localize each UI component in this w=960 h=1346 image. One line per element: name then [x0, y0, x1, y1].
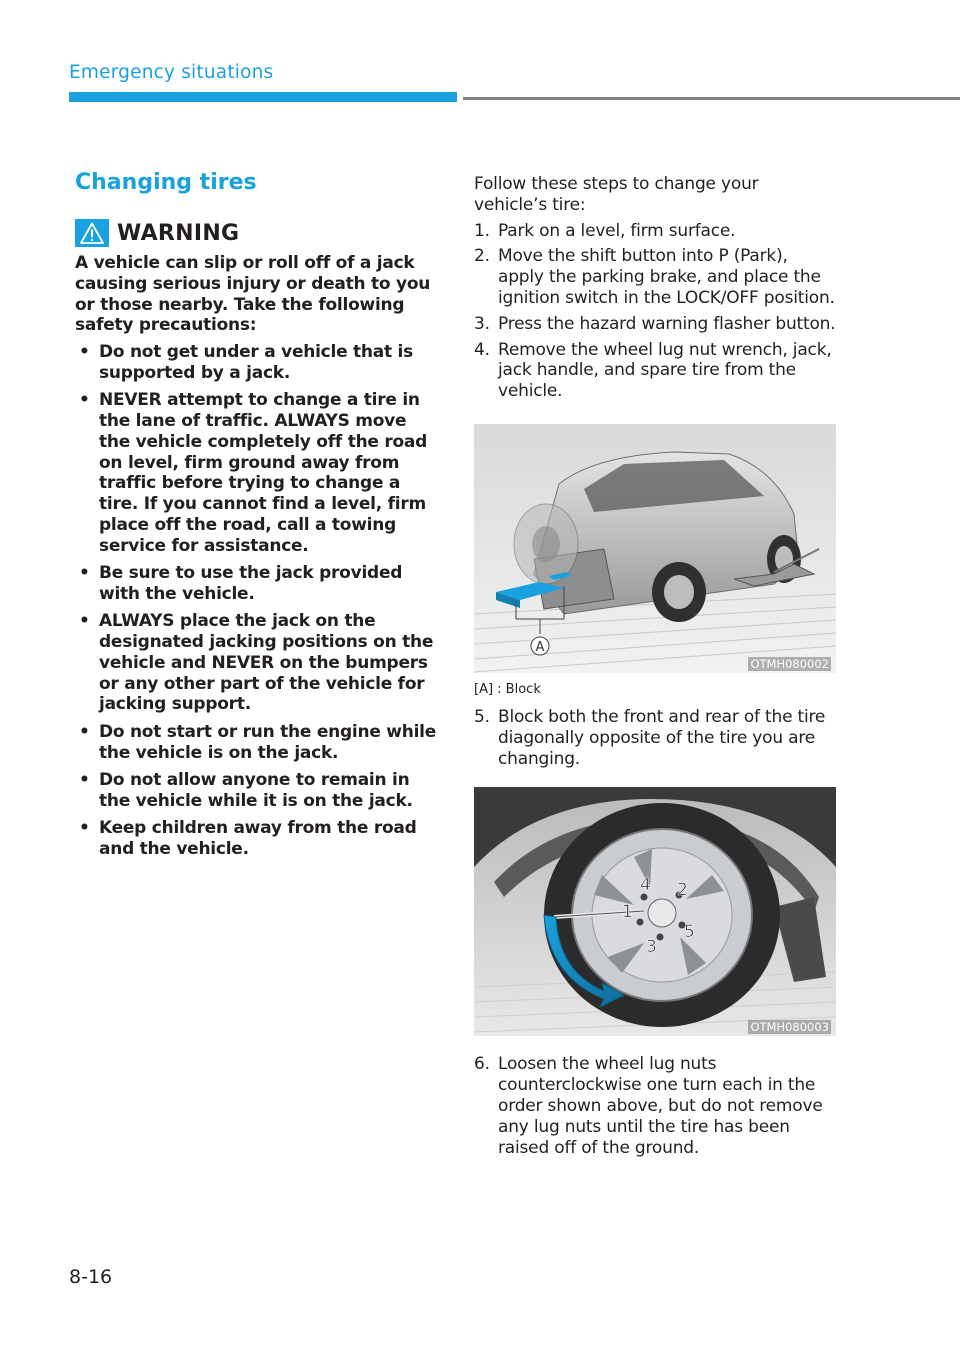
step-item — [474, 221, 836, 242]
page-number: 8-16 — [69, 1266, 113, 1288]
step-number: 5. — [474, 706, 490, 727]
vehicle-jack-illustration — [474, 424, 836, 673]
lug-nut-label-2: 2 — [677, 880, 688, 901]
lug-nut-illustration — [474, 787, 836, 1036]
lug-nut-label-5: 5 — [684, 922, 695, 943]
page-heading: Changing tires — [75, 170, 257, 195]
warning-icon — [75, 219, 109, 247]
step-number: 2. — [474, 246, 490, 267]
step-text: Move the shift button into P (Park), apply the parking brake, and place the ignition switch in the LOCK/OFF position. — [498, 246, 835, 308]
lug-nut-figure — [474, 787, 836, 1036]
step-number: 3. — [474, 313, 490, 334]
step-number: 1. — [474, 220, 490, 241]
warning-header — [75, 219, 440, 247]
steps-list-c — [474, 1054, 836, 1158]
steps-list-b — [474, 707, 836, 769]
warning-item: • Keep children away from the road and the vehicle. — [75, 818, 440, 860]
step-number: 6. — [474, 1054, 490, 1075]
warning-item: • Be sure to use the jack provided with the vehicle. — [75, 563, 440, 605]
warning-item: • Do not start or run the engine while the vehicle is on the jack. — [75, 722, 440, 764]
warning-list — [75, 342, 440, 859]
left-column — [75, 170, 440, 866]
lug-nut-label-4: 4 — [640, 875, 651, 896]
step-text: Park on a level, firm surface. — [498, 220, 736, 241]
step-text: Block both the front and rear of the tire diagonally opposite of the tire you are changing. — [498, 706, 826, 769]
figure-code: OTMH080002 — [750, 656, 829, 671]
warning-item: • NEVER attempt to change a tire in the lane of traffic. ALWAYS move the vehicle completely off the road on level, firm ground away from traffic before trying to change a tire. If you cannot find a level, firm place off the road, call a towing service for assistance. — [75, 390, 440, 556]
warning-item: • ALWAYS place the jack on the designated jacking positions on the vehicle and NEVER on the bumpers or any other part of the vehicle for jacking support. — [75, 611, 440, 715]
step-item — [474, 246, 836, 308]
warning-label: WARNING — [117, 220, 240, 246]
figure-code: OTMH080003 — [750, 1020, 829, 1035]
step-text: Press the hazard warning flasher button. — [498, 313, 836, 334]
vehicle-jack-figure — [474, 424, 836, 673]
step-text: Loosen the wheel lug nuts counterclockwise one turn each in the order shown above, but do not remove any lug nuts until the tire has been raised off of the ground. — [498, 1054, 823, 1158]
step-item — [474, 707, 836, 769]
step-item — [474, 340, 836, 402]
step-item — [474, 314, 836, 335]
step-item — [474, 1054, 836, 1158]
section-title: Emergency situations — [69, 62, 274, 83]
figure-callout-a: A — [535, 639, 545, 655]
step-text: Remove the wheel lug nut wrench, jack, jack handle, and spare tire from the vehicle. — [498, 339, 832, 402]
right-column — [474, 174, 836, 1163]
lug-nut-label-1: 1 — [622, 902, 633, 923]
figure-caption: [A] : Block — [474, 681, 541, 697]
lug-nut-label-3: 3 — [646, 937, 657, 958]
warning-item: • Do not get under a vehicle that is supported by a jack. — [75, 342, 440, 384]
header-rule-accent — [69, 92, 457, 102]
header-rule-gray — [463, 97, 960, 100]
warning-item: • Do not allow anyone to remain in the vehicle while it is on the jack. — [75, 770, 440, 812]
warning-intro: A vehicle can slip or roll off of a jack causing serious injury or death to you or those nearby. Take the following safety precautions: — [75, 253, 431, 336]
steps-intro: Follow these steps to change your vehicle’s tire: — [474, 174, 759, 215]
step-number: 4. — [474, 339, 490, 360]
steps-list-a — [474, 221, 836, 402]
